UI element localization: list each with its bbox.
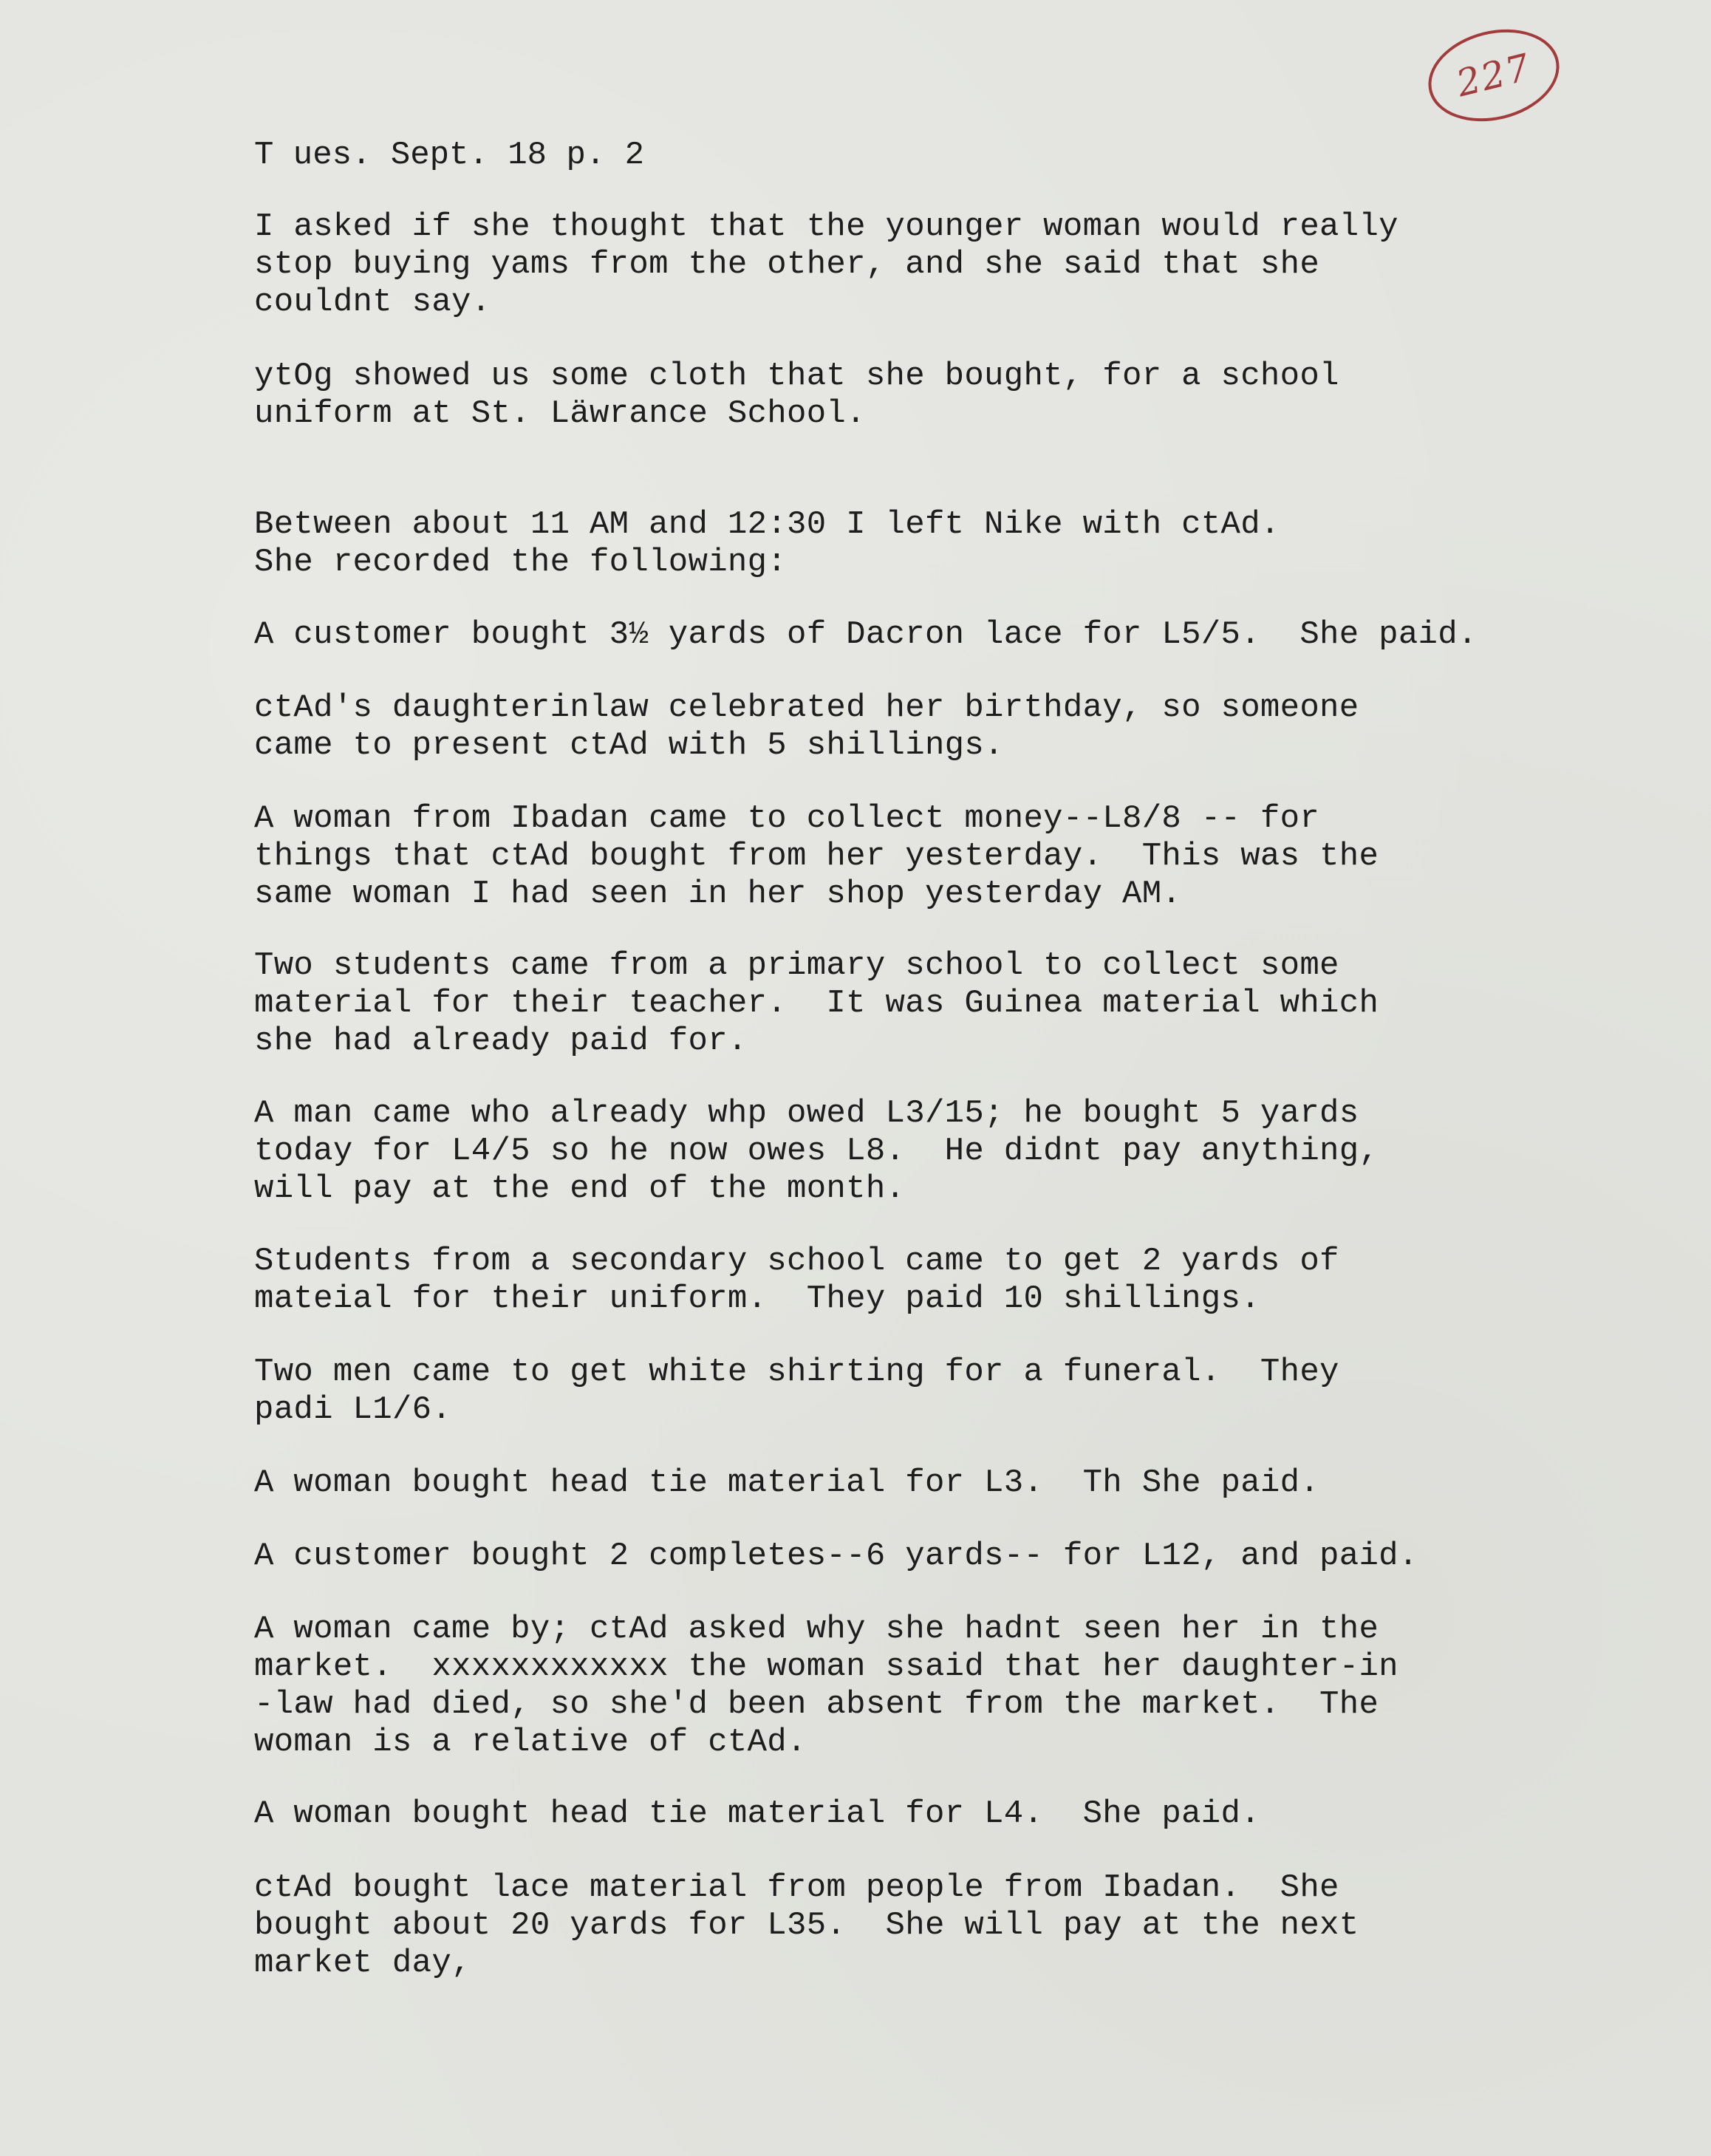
paragraph-2: ytOg showed us some cloth that she bought, for a school uniform at St. Läwrance School. — [254, 358, 1339, 432]
paragraph-11: A woman bought head tie material for L3. Th She paid. — [254, 1464, 1320, 1501]
page-header: T ues. Sept. 18 p. 2 — [254, 137, 645, 174]
paragraph-10: Two men came to get white shirting for a funeral. They padi L1/6. — [254, 1354, 1339, 1428]
page-number: 227 — [1452, 45, 1536, 106]
paragraph-3: Between about 11 AM and 12:30 I left Nike with ctAd. She recorded the following: — [254, 506, 1280, 581]
paragraph-1: I asked if she thought that the younger woman would really stop buying yams from the other, and she said that she couldnt say. — [254, 208, 1398, 321]
paragraph-4: A customer bought 3½ yards of Dacron lace for L5/5. She paid. — [254, 616, 1478, 653]
paragraph-8: A man came who already whp owed L3/15; he bought 5 yards today for L4/5 so he now owes L8. He didnt pay anything, will pay at the end of the month. — [254, 1095, 1379, 1207]
paragraph-15: ctAd bought lace material from people from Ibadan. She bought about 20 yards for L35. She will pay at the next market day, — [254, 1869, 1359, 1982]
paragraph-12: A customer bought 2 completes--6 yards-- for L12, and paid. — [254, 1538, 1418, 1575]
paragraph-5: ctAd's daughterinlaw celebrated her birthday, so someone came to present ctAd with 5 shillings. — [254, 689, 1359, 764]
paragraph-9: Students from a secondary school came to get 2 yards of mateial for their uniform. They paid 10 shillings. — [254, 1243, 1339, 1317]
page-number-stamp — [1418, 16, 1569, 134]
paragraph-7: Two students came from a primary school to collect some material for their teacher. It was Guinea material which she had already paid for. — [254, 947, 1379, 1060]
paragraph-6: A woman from Ibadan came to collect money--L8/8 -- for things that ctAd bought from her yesterday. This was the same woman I had seen in her shop yesterday AM. — [254, 800, 1379, 912]
paragraph-14: A woman bought head tie material for L4. She paid. — [254, 1795, 1260, 1832]
paragraph-13: A woman came by; ctAd asked why she hadnt seen her in the market. xxxxxxxxxxxx the woman ssaid that her daughter-in -law had died, so she'd been absent from the market. The woman is a relative of ctAd. — [254, 1611, 1398, 1761]
